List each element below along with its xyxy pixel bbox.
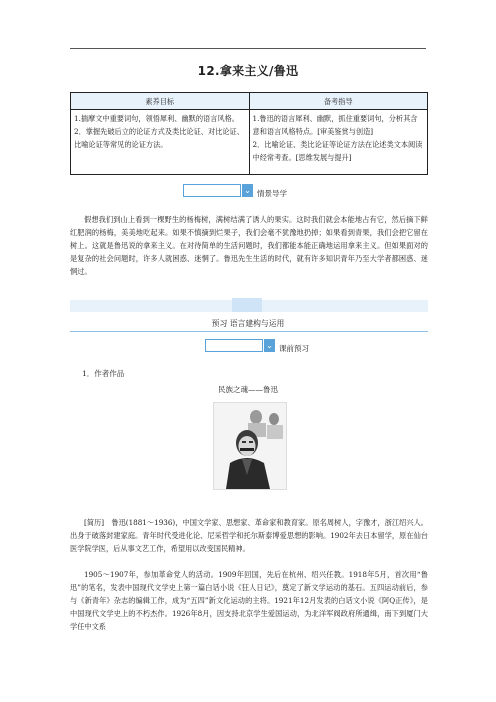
page-title: 12.拿来主义/鲁迅: [197, 64, 299, 78]
section-band-title: 预习 语言建构与运用: [211, 319, 285, 328]
label-box: [205, 339, 263, 352]
goals-left-item: 2．掌握先破后立的论证方式及类比论证、对比论证、比喻论证等常见的论证方法。: [74, 127, 244, 149]
goals-right-item: 2．比喻论证、类比论证等论证方法在论述类文本阅读中经常考查。[思维发展与提升]: [252, 140, 423, 162]
goals-table: [70, 92, 428, 175]
goals-left-cell: [71, 110, 250, 175]
intro-paragraph: 假想我们到山上看到一棵野生的杨梅树，满树结满了诱人的果实。这时我们就会本能地占有它，然后摘下鲜红肥润的杨梅，美美地吃起来。如果不慎摘到烂果子，我们会毫不犹豫地扔掉；如果看到青果，我们会把它留在树上。这就是鲁迅说的拿来主义。在对待简单的生活问题时，我们都能本能正确地运用拿来主义。但如果面对的是复杂的社会问题时，许多人就困惑、迷惘了。鲁迅先生生活的时代，就有许多知识青年乃至大学者都困惑、迷惘过。: [70, 215, 428, 276]
goals-header-right: 备考指导: [249, 93, 428, 110]
subsection-heading: 1．作者作品: [82, 369, 125, 378]
goals-right-cell: [249, 110, 428, 175]
goals-right-item: 1.鲁迅的语言犀利、幽默，抓住重要词句，分析其含意和语言风格特点。[审美鉴赏与创造]: [252, 114, 418, 136]
section-band-rule: [70, 331, 428, 332]
section-band-tab: [232, 298, 262, 312]
bio-paragraph-1: [简历] 鲁迅(1881～1936)，中国文学家、思想家、革命家和教育家。原名周树人，字豫才，浙江绍兴人。出身于破落封建家庭。青年时代受进化论、尼采哲学和托尔斯泰博爱思想的影响。1902年去日本留学，原在仙台医学院学医，后从事文艺工作，希望用以改变国民精神。: [70, 518, 428, 553]
header-rule: [70, 48, 426, 49]
chevron-down-icon: ⌄: [242, 184, 253, 197]
bio-paragraph-2: 1905～1907年，参加革命党人的活动。1909年回国，先后在杭州、绍兴任教。1918年5月，首次用“鲁迅”的笔名，发表中国现代文学史上第一篇白话小说《狂人日记》，奠定了新文学运动的基石。五四运动前后，参与《新青年》杂志的编辑工作，成为“五四”新文化运动的主将。1921年12月发表的白话文小说《阿Q正传》，是中国现代文学史上的不朽杰作。1926年8月，因支持北京学生爱国运动，为北洋军阀政府所通缉，南下到厦门大学任中文系: [70, 570, 428, 631]
portrait-illustration: [214, 403, 286, 489]
preview-section-label: [205, 339, 309, 352]
chevron-down-icon: ⌄: [264, 339, 275, 352]
author-portrait: [213, 402, 287, 490]
label-box: [183, 184, 241, 197]
scene-section-label: [183, 184, 287, 197]
scene-section-text: 情景导学: [257, 189, 287, 198]
photo-caption: 民族之魂——鲁迅: [218, 385, 278, 394]
goals-left-item: 1.揣摩文中重要词句，领悟犀利、幽默的语言风格。: [74, 114, 239, 123]
preview-section-text: 课前预习: [279, 344, 309, 353]
goals-header-left: 素养目标: [71, 93, 250, 110]
